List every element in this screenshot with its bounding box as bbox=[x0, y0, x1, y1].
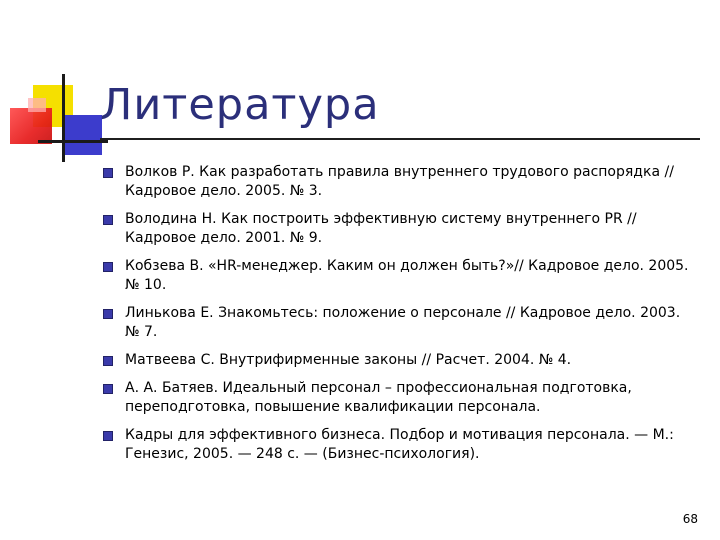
list-item bbox=[103, 163, 693, 201]
bibliography-list bbox=[103, 163, 693, 473]
logo-blue-square bbox=[64, 115, 102, 155]
list-item-text: Кадры для эффективного бизнеса. Подбор и мотивация персонала. — М.: Генезис, 2005. — 248 с. — (Бизнес-психология). bbox=[125, 427, 674, 462]
square-bullet-icon bbox=[103, 309, 113, 319]
list-item bbox=[103, 426, 693, 464]
logo-red-square bbox=[10, 108, 52, 144]
square-bullet-icon bbox=[103, 168, 113, 178]
square-bullet-icon bbox=[103, 431, 113, 441]
logo-highlight bbox=[28, 98, 46, 112]
list-item bbox=[103, 351, 693, 370]
title-underline bbox=[100, 138, 700, 140]
list-item bbox=[103, 379, 693, 417]
list-item bbox=[103, 304, 693, 342]
list-item-text: А. А. Батяев. Идеальный персонал – профессиональная подготовка, переподготовка, повышение квалификации персонала. bbox=[125, 380, 632, 415]
list-item-text: Волков Р. Как разработать правила внутреннего трудового распорядка // Кадровое дело. 2005. № 3. bbox=[125, 164, 674, 199]
list-item bbox=[103, 257, 693, 295]
logo-horizontal-line bbox=[38, 140, 108, 143]
square-bullet-icon bbox=[103, 384, 113, 394]
square-bullet-icon bbox=[103, 215, 113, 225]
list-item-text: Кобзева В. «HR-менеджер. Каким он должен быть?»// Кадровое дело. 2005. № 10. bbox=[125, 258, 689, 293]
list-item bbox=[103, 210, 693, 248]
list-item-text: Володина Н. Как построить эффективную систему внутреннего PR // Кадровое дело. 2001. № 9. bbox=[125, 211, 637, 246]
list-item-text: Линькова Е. Знакомьтесь: положение о персонале // Кадровое дело. 2003. № 7. bbox=[125, 305, 681, 340]
page-number: 68 bbox=[682, 512, 698, 526]
list-item-text: Матвеева С. Внутрифирменные законы // Расчет. 2004. № 4. bbox=[125, 352, 572, 368]
square-bullet-icon bbox=[103, 356, 113, 366]
logo-vertical-line bbox=[62, 74, 65, 162]
slide-title: Литература bbox=[100, 80, 380, 130]
square-bullet-icon bbox=[103, 262, 113, 272]
